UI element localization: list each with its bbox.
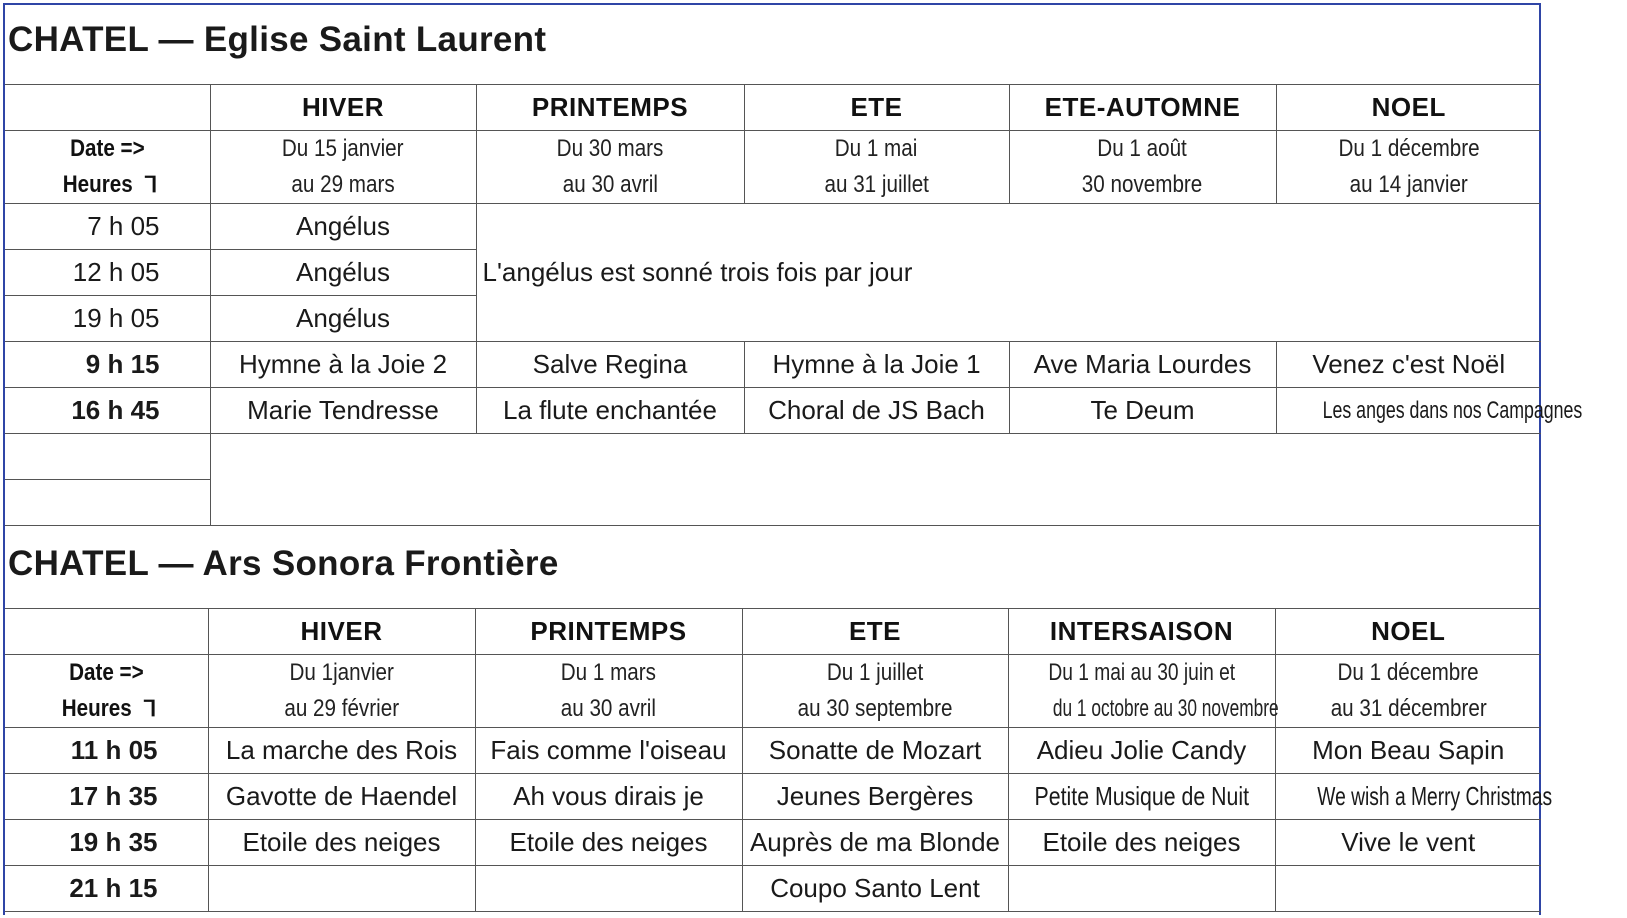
cell-ete: Jeunes Bergères: [742, 774, 1008, 820]
dates-hiver: Du 15 janvier au 29 mars: [210, 131, 476, 204]
dates-intersaison: Du 1 mai au 30 juin et du 1 octobre au 30 novembre: [1008, 655, 1275, 728]
section1-table: [5, 84, 1582, 526]
header-intersaison: INTERSAISON: [1008, 609, 1275, 655]
header-ete: ETE: [744, 85, 1009, 131]
table-row: [5, 388, 1541, 434]
section2-title: CHATEL — Ars Sonora Frontière: [8, 544, 559, 583]
date-hour-label: [5, 655, 208, 728]
cell-ete-automne: Te Deum: [1009, 388, 1276, 434]
time-cell: 9 h 15: [5, 342, 210, 388]
cell-intersaison: [1008, 866, 1275, 912]
section1-dates-row: [5, 131, 1541, 204]
dates-ete: Du 1 juillet au 30 septembre: [742, 655, 1008, 728]
down-arrow-icon: ⅂: [145, 172, 158, 197]
table-row: [5, 342, 1541, 388]
empty-area: [210, 434, 1541, 526]
cell-hiver: Angélus: [210, 296, 476, 342]
table-row: [5, 820, 1541, 866]
dates-printemps: Du 1 mars au 30 avril: [475, 655, 742, 728]
section2-dates-row: [5, 655, 1541, 728]
header-printemps: PRINTEMPS: [476, 85, 744, 131]
header-printemps: PRINTEMPS: [475, 609, 742, 655]
table-row: [5, 866, 1541, 912]
time-cell: 11 h 05: [5, 728, 208, 774]
header-hiver: HIVER: [208, 609, 475, 655]
time-cell: 16 h 45: [5, 388, 210, 434]
time-cell: 19 h 35: [5, 820, 208, 866]
header-ete-automne: ETE-AUTOMNE: [1009, 85, 1276, 131]
cell-ete: Coupo Santo Lent: [742, 866, 1008, 912]
time-cell: 21 h 15: [5, 866, 208, 912]
cell-intersaison: Etoile des neiges: [1008, 820, 1275, 866]
section1-header-row: [5, 85, 1541, 131]
cell-ete: Sonatte de Mozart: [742, 728, 1008, 774]
cell-intersaison: Petite Musique de Nuit: [1008, 774, 1275, 820]
section1-title: CHATEL — Eglise Saint Laurent: [8, 20, 547, 59]
cell-hiver: Gavotte de Haendel: [208, 774, 475, 820]
dates-ete: Du 1 mai au 31 juillet: [744, 131, 1009, 204]
hours-label: Heures: [61, 695, 132, 722]
cell-hiver: Etoile des neiges: [208, 820, 475, 866]
cell-ete-automne: Ave Maria Lourdes: [1009, 342, 1276, 388]
hours-label: Heures: [62, 171, 133, 198]
table-row: [5, 204, 1541, 250]
header-noel: NOEL: [1276, 85, 1541, 131]
cell-ete: Auprès de ma Blonde: [742, 820, 1008, 866]
dates-hiver: Du 1janvier au 29 février: [208, 655, 475, 728]
header-empty: [5, 609, 208, 655]
angelus-note: L'angélus est sonné trois fois par jour: [476, 204, 1541, 342]
dates-noel: Du 1 décembre au 14 janvier: [1276, 131, 1541, 204]
header-hiver: HIVER: [210, 85, 476, 131]
cell-ete: Choral de JS Bach: [744, 388, 1009, 434]
cell-hiver: Marie Tendresse: [210, 388, 476, 434]
empty-row: [5, 434, 1541, 480]
cell-noel: Vive le vent: [1275, 820, 1541, 866]
cell-printemps: La flute enchantée: [476, 388, 744, 434]
date-label: Date =>: [69, 135, 145, 162]
header-ete: ETE: [742, 609, 1008, 655]
time-cell: 7 h 05: [5, 204, 210, 250]
dates-ete-automne: Du 1 août 30 novembre: [1009, 131, 1276, 204]
cell-printemps: Etoile des neiges: [475, 820, 742, 866]
cell-hiver: [208, 866, 475, 912]
table-row: [5, 774, 1541, 820]
dates-noel: Du 1 décembre au 31 décembrer: [1275, 655, 1541, 728]
header-empty: [5, 85, 210, 131]
cell-intersaison: Adieu Jolie Candy: [1008, 728, 1275, 774]
table-row: [5, 728, 1541, 774]
cell-noel: Venez c'est Noël: [1276, 342, 1541, 388]
cell-printemps: [475, 866, 742, 912]
cell-noel: Les anges dans nos Campagnes: [1276, 388, 1541, 434]
cell-hiver: Hymne à la Joie 2: [210, 342, 476, 388]
empty-cell: [5, 480, 210, 526]
cell-noel: Mon Beau Sapin: [1275, 728, 1541, 774]
section2-header-row: [5, 609, 1541, 655]
cell-printemps: Fais comme l'oiseau: [475, 728, 742, 774]
cell-printemps: Ah vous dirais je: [475, 774, 742, 820]
cell-hiver: La marche des Rois: [208, 728, 475, 774]
cell-printemps: Salve Regina: [476, 342, 744, 388]
time-cell: 12 h 05: [5, 250, 210, 296]
header-noel: NOEL: [1275, 609, 1541, 655]
time-cell: 19 h 05: [5, 296, 210, 342]
section2-table: [5, 608, 1552, 912]
down-arrow-icon: ⅂: [144, 696, 157, 721]
empty-cell: [5, 434, 210, 480]
cell-hiver: Angélus: [210, 250, 476, 296]
dates-printemps: Du 30 mars au 30 avril: [476, 131, 744, 204]
date-hour-label: [5, 131, 210, 204]
time-cell: 17 h 35: [5, 774, 208, 820]
cell-noel: [1275, 866, 1541, 912]
cell-noel: We wish a Merry Christmas: [1275, 774, 1541, 820]
date-label: Date =>: [68, 659, 144, 686]
cell-hiver: Angélus: [210, 204, 476, 250]
cell-ete: Hymne à la Joie 1: [744, 342, 1009, 388]
